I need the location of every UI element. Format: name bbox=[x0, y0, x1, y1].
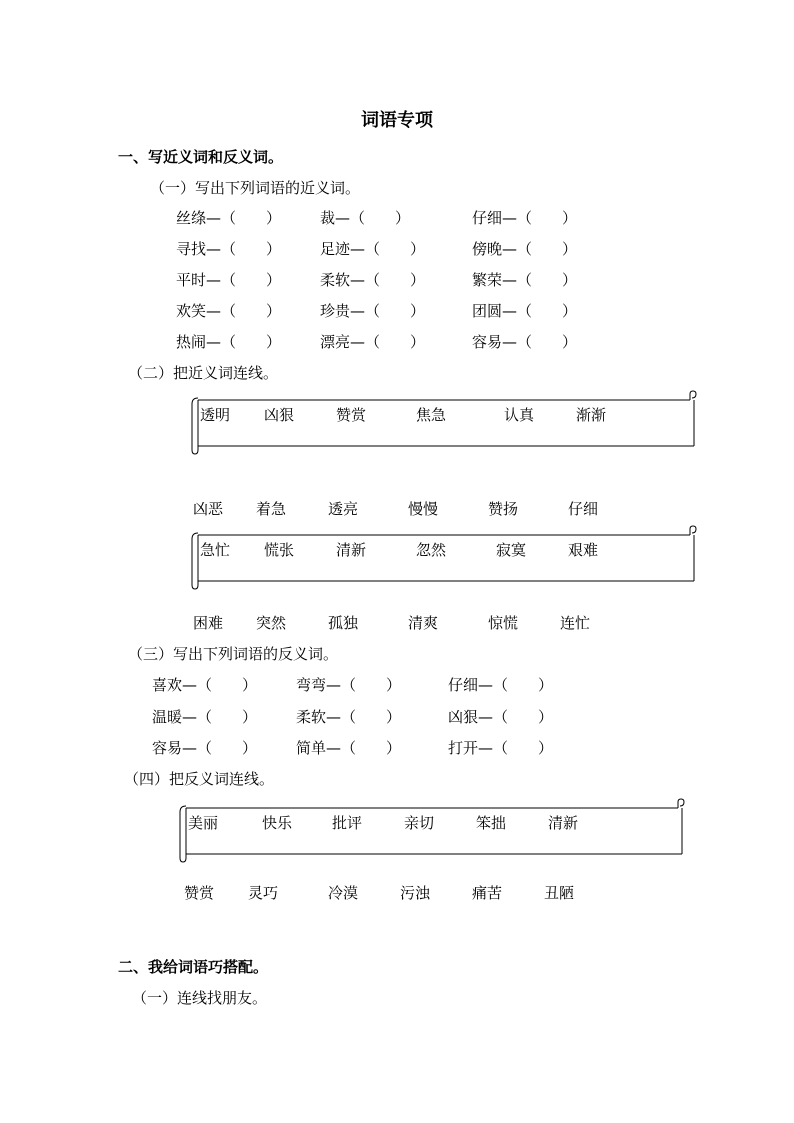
match-word[interactable]: 着急 bbox=[256, 500, 287, 518]
page-title: 词语专项 bbox=[361, 110, 433, 131]
match-word[interactable]: 孤独 bbox=[328, 614, 359, 632]
scroll-word[interactable]: 美丽 bbox=[188, 814, 219, 832]
match-word[interactable]: 丑陋 bbox=[544, 884, 575, 902]
fill-item[interactable]: 弯弯—（ ） bbox=[296, 676, 402, 694]
scroll-word[interactable]: 忽然 bbox=[416, 541, 447, 559]
part2-label: （二）把近义词连线。 bbox=[128, 364, 279, 382]
match-word[interactable]: 突然 bbox=[256, 614, 287, 632]
scroll-word[interactable]: 清新 bbox=[336, 541, 367, 559]
part1-label: （一）写出下列词语的近义词。 bbox=[150, 179, 361, 197]
fill-item[interactable]: 傍晚—（ ） bbox=[472, 240, 578, 258]
match-word[interactable]: 困难 bbox=[193, 614, 224, 632]
match-word[interactable]: 痛苦 bbox=[472, 884, 503, 902]
scroll-word[interactable]: 赞赏 bbox=[336, 406, 367, 424]
match-word[interactable]: 连忙 bbox=[560, 614, 591, 632]
part3-label: （三）写出下列词语的反义词。 bbox=[128, 645, 339, 663]
fill-item[interactable]: 繁荣—（ ） bbox=[472, 271, 578, 289]
fill-item[interactable]: 柔软—（ ） bbox=[320, 271, 426, 289]
scroll-banner bbox=[178, 798, 686, 864]
match-word[interactable]: 透亮 bbox=[328, 500, 359, 518]
fill-item[interactable]: 打开—（ ） bbox=[448, 739, 554, 757]
fill-item[interactable]: 丝绦—（ ） bbox=[176, 209, 282, 227]
scroll-word[interactable]: 认真 bbox=[504, 406, 535, 424]
scroll-word[interactable]: 笨拙 bbox=[476, 814, 507, 832]
scroll-word[interactable]: 批评 bbox=[332, 814, 363, 832]
fill-item[interactable]: 简单—（ ） bbox=[296, 739, 402, 757]
match-word[interactable]: 凶恶 bbox=[193, 500, 224, 518]
fill-item[interactable]: 仔细—（ ） bbox=[448, 676, 554, 694]
scroll-word[interactable]: 透明 bbox=[200, 406, 231, 424]
match-word[interactable]: 赞赏 bbox=[184, 884, 215, 902]
fill-item[interactable]: 热闹—（ ） bbox=[176, 333, 282, 351]
match-word[interactable]: 仔细 bbox=[568, 500, 599, 518]
fill-item[interactable]: 柔软—（ ） bbox=[296, 708, 402, 726]
fill-item[interactable]: 寻找—（ ） bbox=[176, 240, 282, 258]
fill-item[interactable]: 珍贵—（ ） bbox=[320, 302, 426, 320]
fill-item[interactable]: 喜欢—（ ） bbox=[152, 676, 258, 694]
match-word[interactable]: 惊慌 bbox=[488, 614, 519, 632]
fill-item[interactable]: 漂亮—（ ） bbox=[320, 333, 426, 351]
scroll-banner bbox=[190, 390, 698, 456]
match-word[interactable]: 慢慢 bbox=[408, 500, 439, 518]
scroll-word[interactable]: 亲切 bbox=[404, 814, 435, 832]
scroll-word[interactable]: 急忙 bbox=[200, 541, 231, 559]
fill-item[interactable]: 凶狠—（ ） bbox=[448, 708, 554, 726]
fill-item[interactable]: 足迹—（ ） bbox=[320, 240, 426, 258]
scroll-word[interactable]: 清新 bbox=[548, 814, 579, 832]
fill-item[interactable]: 团圆—（ ） bbox=[472, 302, 578, 320]
match-word[interactable]: 灵巧 bbox=[248, 884, 279, 902]
scroll-word[interactable]: 快乐 bbox=[262, 814, 293, 832]
scroll-word[interactable]: 焦急 bbox=[416, 406, 447, 424]
fill-item[interactable]: 容易—（ ） bbox=[472, 333, 578, 351]
scroll-word[interactable]: 慌张 bbox=[264, 541, 295, 559]
match-word[interactable]: 赞扬 bbox=[488, 500, 519, 518]
fill-item[interactable]: 容易—（ ） bbox=[152, 739, 258, 757]
scroll-word[interactable]: 凶狠 bbox=[264, 406, 295, 424]
match-word[interactable]: 清爽 bbox=[408, 614, 439, 632]
part4-label: （四）把反义词连线。 bbox=[124, 770, 275, 788]
scroll-word[interactable]: 渐渐 bbox=[576, 406, 607, 424]
match-word[interactable]: 污浊 bbox=[400, 884, 431, 902]
fill-item[interactable]: 仔细—（ ） bbox=[472, 209, 578, 227]
scroll-word[interactable]: 艰难 bbox=[568, 541, 599, 559]
fill-item[interactable]: 平时—（ ） bbox=[176, 271, 282, 289]
scroll-banner bbox=[190, 525, 698, 591]
fill-item[interactable]: 温暖—（ ） bbox=[152, 708, 258, 726]
scroll-word[interactable]: 寂寞 bbox=[496, 541, 527, 559]
section1-heading: 一、写近义词和反义词。 bbox=[118, 148, 284, 166]
fill-item[interactable]: 裁—（ ） bbox=[320, 209, 411, 227]
fill-item[interactable]: 欢笑—（ ） bbox=[176, 302, 282, 320]
match-word[interactable]: 冷漠 bbox=[328, 884, 359, 902]
section2-heading: 二、我给词语巧搭配。 bbox=[118, 958, 269, 976]
section2-part1-label: （一）连线找朋友。 bbox=[132, 989, 268, 1007]
